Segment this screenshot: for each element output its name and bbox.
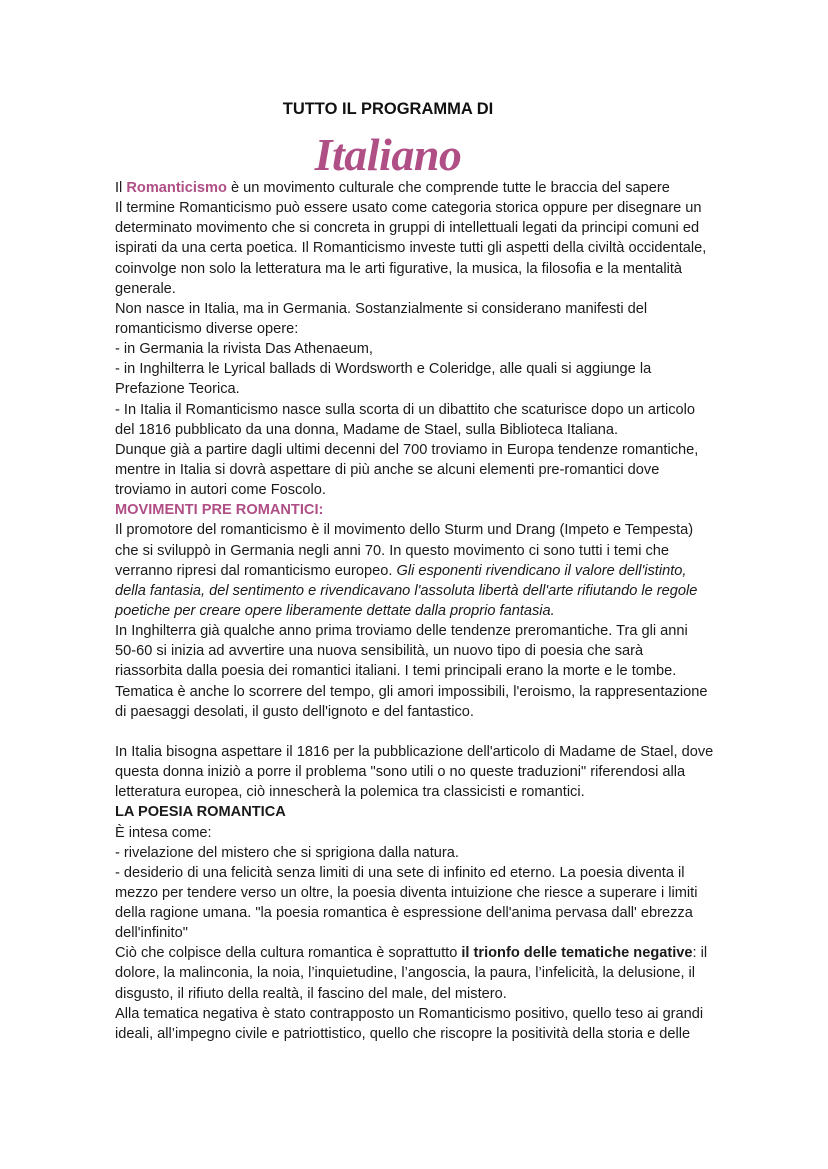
emphasis-text: il trionfo delle tematiche negative — [461, 945, 693, 962]
text-segment: - in Germania la rivista Das Athenaeum, — [115, 341, 373, 358]
text-segment: Ciò che colpisce della cultura romantica è soprattutto — [115, 945, 462, 962]
text-segment: è un movimento culturale che comprende tutte le braccia del sapere — [226, 180, 670, 196]
text-line — [115, 279, 735, 299]
text-line — [115, 843, 735, 863]
text-line — [115, 762, 735, 782]
italic-text: poetiche per creare opere liberamente dettate dalla proprio fantasia. — [115, 602, 555, 619]
text-line — [115, 198, 735, 218]
text-line — [115, 702, 735, 722]
text-segment: Dunque già a partire dagli ultimi decenni del 700 troviamo in Europa tendenze romantiche, — [115, 441, 699, 458]
text-line — [115, 561, 735, 581]
text-line — [115, 682, 735, 702]
text-line — [115, 178, 735, 198]
text-line — [115, 823, 735, 843]
text-segment: Il — [115, 180, 127, 196]
text-line — [115, 259, 735, 279]
text-line — [115, 742, 735, 762]
text-segment: che si sviluppò in Germania negli anni 70. In questo movimento ci sono tutti i temi che — [115, 542, 670, 559]
text-line — [115, 359, 735, 379]
document-body — [115, 178, 735, 1044]
text-line — [115, 903, 735, 923]
text-line — [115, 541, 735, 561]
text-segment: mezzo per tendere verso un oltre, la poesia diventa intuizione che riesce a superare i limiti — [115, 884, 698, 901]
text-segment: - desiderio di una felicità senza limiti di una sete di infinito ed eterno. La poesia diventa il — [115, 864, 685, 881]
text-segment: verranno ripresi dal romanticismo europeo. — [115, 562, 397, 579]
text-segment: Non nasce in Italia, ma in Germania. Sostanzialmente si considerano manifesti del — [115, 300, 648, 317]
text-line — [115, 420, 735, 440]
text-line — [115, 581, 735, 601]
document-heading: TUTTO IL PROGRAMMA DI — [282, 100, 494, 118]
text-segment: - rivelazione del mistero che si sprigiona dalla natura. — [115, 844, 459, 861]
text-line — [115, 601, 735, 621]
text-line — [115, 863, 735, 883]
text-segment: romanticismo diverse opere: — [115, 320, 299, 337]
text-line — [115, 319, 735, 339]
text-segment: dell'infinito" — [115, 925, 188, 942]
text-segment: ideali, all’impegno civile e patriottistico, quello che riscopre la positività della storia e delle — [115, 1025, 691, 1042]
text-segment: Alla tematica negativa è stato contrapposto un Romanticismo positivo, quello teso ai grandi — [115, 1005, 704, 1022]
text-line — [115, 883, 735, 903]
text-segment: disgusto, il rifiuto della realtà, il fascino del male, del mistero. — [115, 985, 507, 1002]
text-segment: Il promotore del romanticismo è il movimento dello Sturm und Drang (Impeto e Tempesta) — [115, 522, 694, 539]
text-line — [115, 641, 735, 661]
text-segment: ispirati da una certa poetica. Il Romanticismo investe tutti gli aspetti della civiltà occidentale, — [115, 240, 707, 257]
text-segment: In Inghilterra già qualche anno prima troviamo delle tendenze preromantiche. Tra gli anni — [115, 623, 688, 640]
text-line — [115, 1024, 735, 1044]
text-line — [115, 400, 735, 420]
text-segment: generale. — [115, 280, 176, 297]
text-line — [115, 621, 735, 641]
text-line — [115, 802, 735, 822]
text-segment: di paesaggi desolati, il gusto dell'ignoto e del fantastico. — [115, 703, 474, 720]
text-segment: : il — [692, 945, 708, 962]
text-segment: della ragione umana. "la poesia romantica è espressione dell'anima pervasa dall' ebrezza — [115, 905, 693, 922]
emphasis-text: MOVIMENTI PRE ROMANTICI: — [115, 502, 324, 519]
text-line — [115, 963, 735, 983]
text-segment: del 1816 pubblicato da una donna, Madame de Stael, sulla Biblioteca Italiana. — [115, 421, 619, 438]
text-segment: 50-60 si inizia ad avvertire una nuova sensibilità, un nuovo tipo di poesia che sarà — [115, 643, 644, 660]
text-segment: troviamo in autori come Foscolo. — [115, 482, 326, 499]
text-line — [115, 460, 735, 480]
text-line — [115, 943, 735, 963]
text-line — [115, 500, 735, 520]
text-segment: Il termine Romanticismo può essere usato come categoria storica oppure per disegnare un — [115, 200, 702, 217]
text-line — [115, 923, 735, 943]
text-segment: letteratura europea, ciò innescherà la polemica tra classicisti e romantici. — [115, 784, 585, 801]
text-segment: Prefazione Teorica. — [115, 381, 240, 398]
text-segment: - in Inghilterra le Lyrical ballads di Wordsworth e Coleridge, alle quali si aggiunge la — [115, 361, 652, 378]
text-line — [115, 238, 735, 258]
text-segment: - In Italia il Romanticismo nasce sulla scorta di un dibattito che scaturisce dopo un articolo — [115, 401, 695, 418]
text-line — [115, 782, 735, 802]
emphasis-text: LA POESIA ROMANTICA — [115, 804, 286, 821]
text-line — [115, 379, 735, 399]
text-segment: riassorbita dalla poesia dei romantici italiani. I temi principali erano la morte e le tombe. — [115, 663, 677, 680]
text-segment: mentre in Italia si dovrà aspettare di più anche se alcuni elementi pre-romantici dove — [115, 461, 660, 478]
text-line — [115, 520, 735, 540]
text-segment: dolore, la malinconia, la noia, l’inquietudine, l’angoscia, la paura, l’infelicità, la delusione, il — [115, 965, 696, 982]
italic-text: della fantasia, del sentimento e rivendicavano l'assoluta libertà dell'arte rifiutando le regole — [115, 582, 698, 599]
subject-logo: Italiano — [314, 129, 462, 180]
text-line — [115, 661, 735, 681]
text-segment: Tematica è anche lo scorrere del tempo, gli amori impossibili, l'eroismo, la rappresentazione — [115, 683, 708, 700]
text-segment: questa donna iniziò a porre il problema "sono utili o no queste traduzioni" riferendosi alla — [115, 764, 686, 781]
italic-text: Gli esponenti rivendicano il valore dell'istinto, — [396, 562, 687, 579]
text-line — [115, 1004, 735, 1024]
text-line — [115, 440, 735, 460]
emphasis-text: Romanticismo — [126, 180, 227, 196]
text-line — [115, 984, 735, 1004]
text-line — [115, 722, 735, 742]
text-line — [115, 339, 735, 359]
text-line — [115, 218, 735, 238]
text-segment: coinvolge non solo la letteratura ma le arti figurative, la musica, la filosofia e la mentalità — [115, 260, 683, 277]
text-line — [115, 480, 735, 500]
text-segment: È intesa come: — [115, 824, 212, 841]
text-segment: determinato movimento che si concreta in gruppi di intellettuali legati da principi comuni ed — [115, 220, 700, 237]
text-segment: In Italia bisogna aspettare il 1816 per la pubblicazione dell'articolo di Madame de Stael, dove — [115, 743, 714, 760]
text-line — [115, 299, 735, 319]
